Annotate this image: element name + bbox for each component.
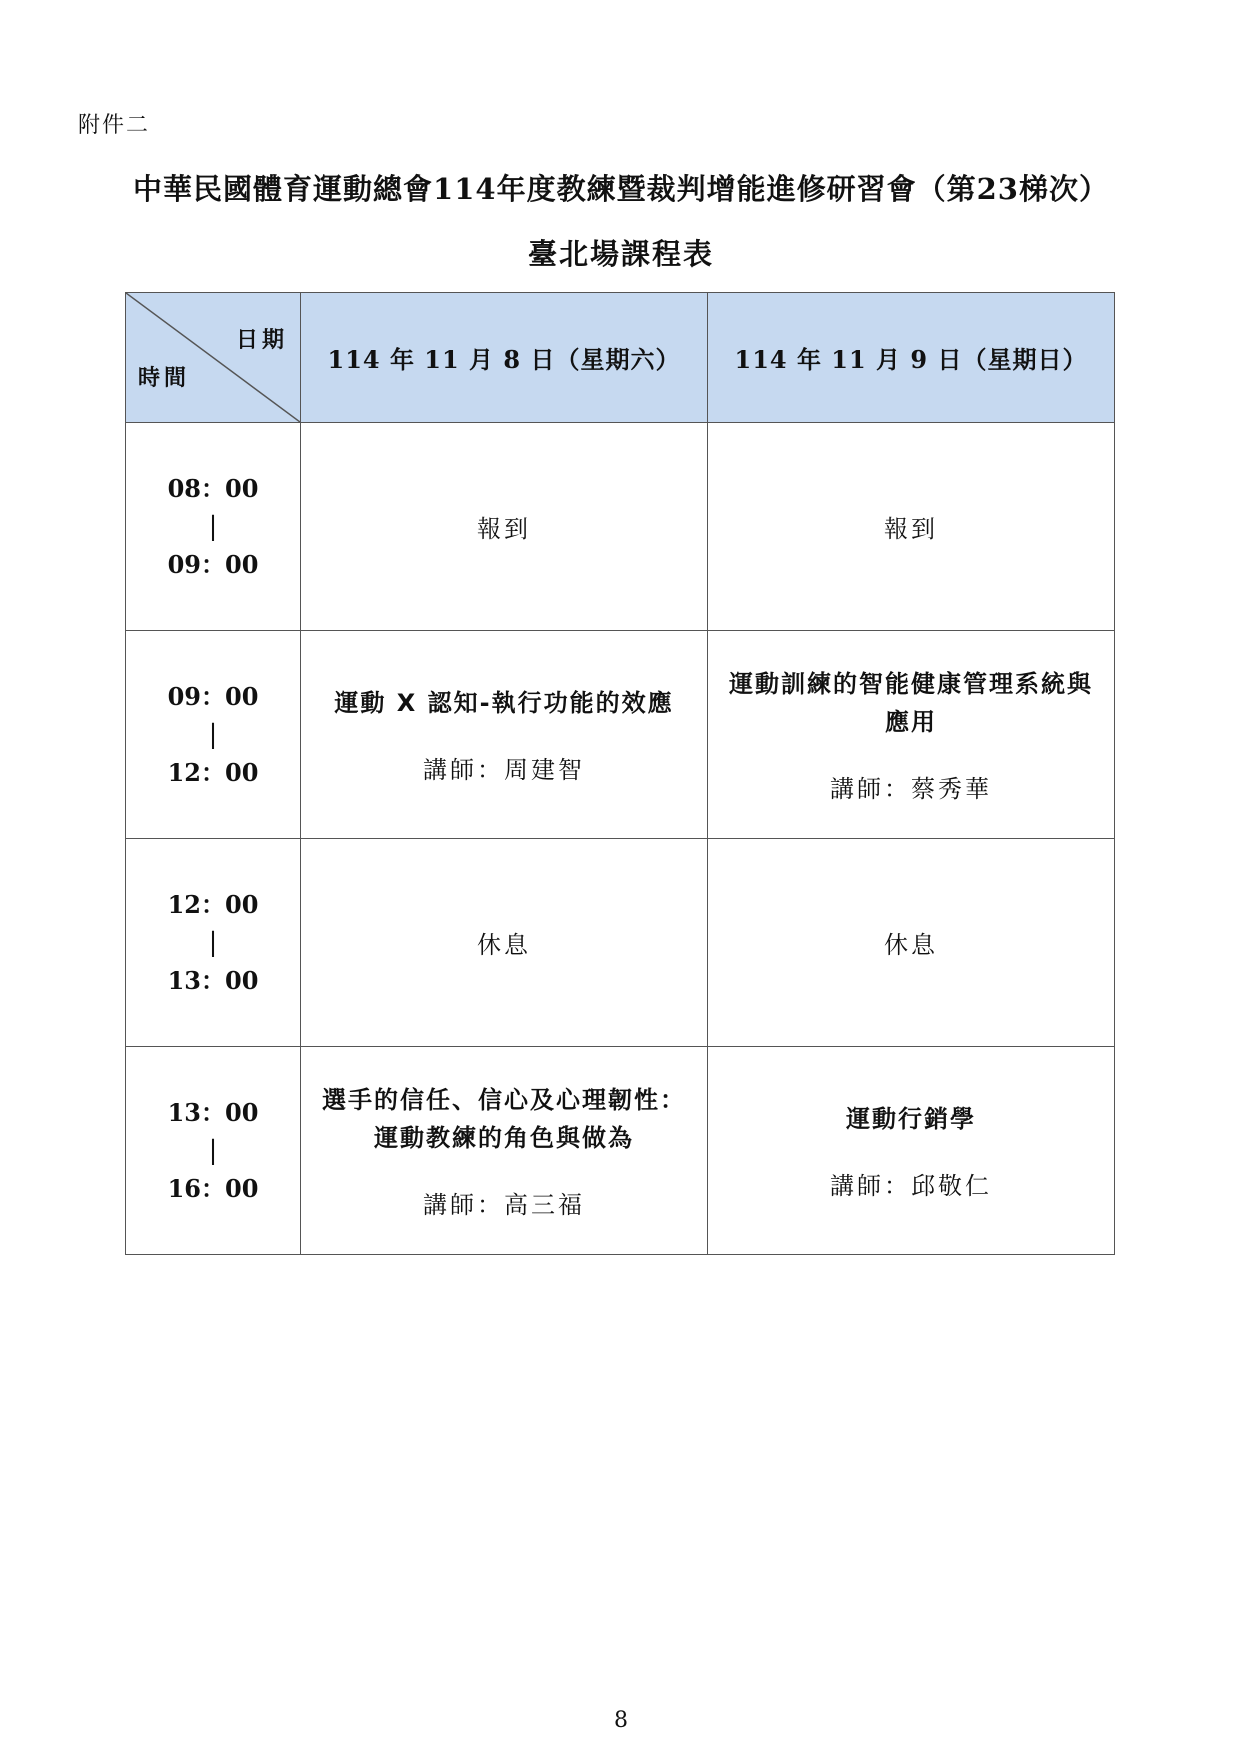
time-separator: |: [208, 927, 218, 958]
session-text: 報到: [477, 515, 531, 543]
page-number: 8: [614, 1708, 628, 1733]
table-row: [126, 839, 1115, 1047]
session-cell: [708, 631, 1115, 839]
time-cell: [126, 839, 301, 1047]
corner-time-label: 時間: [138, 366, 191, 391]
end-time: 13：00: [167, 965, 259, 995]
end-time: 16：00: [167, 1173, 259, 1203]
session-cell: [301, 631, 708, 839]
corner-date-label: 日期: [235, 328, 288, 353]
session-cell: [301, 1047, 708, 1255]
attachment-label: 附件二: [78, 113, 151, 138]
lecturer-name: 講師：蔡秀華: [830, 775, 992, 803]
diagonal-line: [126, 293, 300, 422]
table-row: [126, 631, 1115, 839]
document-subtitle: 臺北場課程表: [527, 237, 714, 271]
table-row: [126, 1047, 1115, 1255]
start-time: 13：00: [167, 1097, 259, 1127]
lecturer-name: 講師：邱敬仁: [830, 1172, 992, 1200]
course-title: 運動 X 認知-執行功能的效應: [334, 689, 674, 717]
lecturer-name: 講師：高三福: [423, 1191, 585, 1219]
day-header-1: 114 年 11 月 8 日（星期六）: [301, 293, 708, 423]
time-separator: |: [208, 1135, 218, 1166]
start-time: 09：00: [167, 681, 259, 711]
time-separator: |: [208, 511, 218, 542]
session-cell: [301, 839, 708, 1047]
time-separator: |: [208, 719, 218, 750]
time-cell: [126, 1047, 301, 1255]
course-title: 運動行銷學: [846, 1105, 976, 1133]
end-time: 09：00: [167, 549, 259, 579]
session-cell: [708, 423, 1115, 631]
end-time: 12：00: [167, 757, 259, 787]
table-row: [126, 423, 1115, 631]
lecturer-name: 講師：周建智: [423, 756, 585, 784]
session-text: 休息: [477, 931, 531, 959]
session-cell: [708, 1047, 1115, 1255]
session-text: 休息: [884, 931, 938, 959]
time-cell: [126, 631, 301, 839]
session-cell: [708, 839, 1115, 1047]
course-title: 選手的信任、信心及心理韌性：運動教練的角色與做為: [322, 1086, 686, 1152]
start-time: 12：00: [167, 889, 259, 919]
session-text: 報到: [884, 515, 938, 543]
table-header-row: [126, 293, 1115, 423]
schedule-table: [125, 292, 1115, 1255]
start-time: 08：00: [167, 473, 259, 503]
day-header-2: 114 年 11 月 9 日（星期日）: [708, 293, 1115, 423]
session-cell: [301, 423, 708, 631]
time-cell: [126, 423, 301, 631]
document-title: 中華民國體育運動總會114年度教練暨裁判增能進修研習會（第23梯次）: [133, 172, 1109, 206]
course-title: 運動訓練的智能健康管理系統與應用: [729, 670, 1093, 736]
corner-header-cell: [126, 293, 301, 423]
